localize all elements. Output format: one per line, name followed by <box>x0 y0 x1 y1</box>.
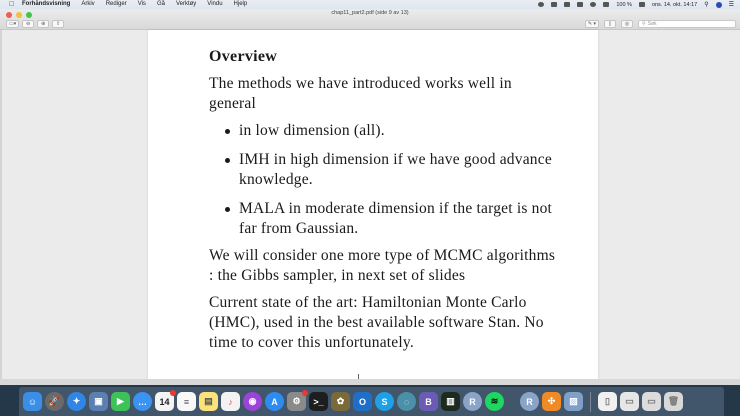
dock-terminal-icon[interactable] <box>309 392 328 411</box>
dock-rstudio-icon[interactable] <box>520 392 539 411</box>
bullet-icon <box>225 129 230 134</box>
zoom-in-button[interactable]: ⊕ <box>37 20 49 28</box>
battery-icon[interactable] <box>639 2 645 7</box>
dock-system-preferences-icon[interactable] <box>287 392 306 411</box>
page-content <box>209 48 559 353</box>
hmc-paragraph: Current state of the art: Hamiltonian Monte Carlo (HMC), used in the best available software Stan. No time to cover this unfortunately. <box>209 294 544 351</box>
bullet-item: MALA in moderate dimension if the target is not far from Gaussian. <box>225 199 559 239</box>
dock-icon-glyph: ▣ <box>94 396 103 406</box>
window-title: chap11_part2.pdf (side 9 av 13) <box>331 10 409 16</box>
dock-window-preview-1-icon[interactable] <box>620 392 639 411</box>
menu-bar <box>0 0 740 9</box>
dock-window-preview-2-icon[interactable] <box>642 392 661 411</box>
dock-game-app-icon[interactable] <box>331 392 350 411</box>
dock-app-store-icon[interactable] <box>265 392 284 411</box>
bullet-icon <box>225 207 230 212</box>
dock-photo-app-icon[interactable] <box>564 392 583 411</box>
dock-icon-glyph: R <box>469 396 476 407</box>
dock-reminders-icon[interactable] <box>177 392 196 411</box>
dock-icon-glyph: ▥ <box>446 396 455 406</box>
gibbs-paragraph: We will consider one more type of MCMC algorithms : the Gibbs sampler, in next set of slides <box>209 247 556 284</box>
window-titlebar <box>0 9 740 30</box>
dock-icon-glyph: ▯ <box>605 396 610 406</box>
display-icon[interactable] <box>577 2 583 7</box>
menu-verktoy[interactable]: Verktøy <box>175 1 197 7</box>
dock-notes-icon[interactable] <box>199 392 218 411</box>
menu-vindu[interactable]: Vindu <box>207 1 223 7</box>
volume-icon[interactable] <box>603 2 609 7</box>
markup-button[interactable]: ✎ ▾ <box>585 20 599 28</box>
dock-icon-glyph: ▭ <box>647 396 656 406</box>
dock-icon-glyph: 14 <box>159 396 170 407</box>
dock-activity-monitor-icon[interactable] <box>441 392 460 411</box>
apple-icon[interactable] <box>9 0 17 9</box>
dock-icon-glyph: B <box>425 396 432 407</box>
dock-icon-glyph: ✿ <box>336 396 345 406</box>
menu-app-name[interactable]: Forhåndsvisning <box>22 1 71 7</box>
dock <box>19 387 724 416</box>
dock-spotify-icon[interactable] <box>485 392 504 411</box>
menu-rediger[interactable]: Rediger <box>105 1 127 7</box>
spotlight-icon[interactable]: ⚲ <box>704 2 709 8</box>
battery-percent: 100 % <box>616 1 632 8</box>
intro-paragraph: The methods we have introduced works well in general <box>209 75 512 112</box>
dock-icon-glyph: ▨ <box>569 396 578 406</box>
dock-icon-glyph: 🚀 <box>48 396 61 406</box>
menu-vis[interactable]: Vis <box>137 1 146 7</box>
menu-hjelp[interactable]: Hjelp <box>233 1 248 7</box>
dock-icon-glyph: O <box>358 396 366 407</box>
bullet-icon <box>225 158 230 163</box>
dock-podcasts-icon[interactable] <box>243 392 262 411</box>
dock-skype-icon[interactable] <box>375 392 394 411</box>
dock-preview-icon[interactable] <box>89 392 108 411</box>
dock-music-icon[interactable] <box>221 392 240 411</box>
bullet-item: in low dimension (all). <box>225 121 559 141</box>
dock-icon-glyph: ☺ <box>27 396 38 407</box>
dock-icon-glyph: ▤ <box>204 396 213 406</box>
dock-icon-glyph: >_ <box>313 396 324 407</box>
search-icon: ⚲ <box>642 21 646 27</box>
airplay-icon[interactable] <box>564 2 570 7</box>
sidebar-toggle-button[interactable]: ▭▾ <box>6 20 19 28</box>
dock-icon-glyph: … <box>138 396 147 407</box>
annotate-button[interactable]: ◎ <box>621 20 633 28</box>
dock-icon-glyph: ✣ <box>547 396 556 406</box>
bullet-list <box>209 121 559 239</box>
dock-disk-utility-icon[interactable] <box>397 392 416 411</box>
dock-icon-glyph: ▭ <box>625 396 634 406</box>
dock-safari-icon[interactable] <box>67 392 86 411</box>
dock-r-app-icon[interactable] <box>463 392 482 411</box>
dock-trash-icon[interactable] <box>664 392 683 411</box>
dock-icon-glyph: ◉ <box>248 396 257 406</box>
bullet-item: IMH in high dimension if we have good advance knowledge. <box>225 150 559 190</box>
pdf-page[interactable] <box>148 30 598 379</box>
notification-center-icon[interactable]: ☰ <box>728 2 734 8</box>
dock-facetime-icon[interactable] <box>111 392 130 411</box>
dock-icon-glyph: ♪ <box>228 396 233 407</box>
dock-bbedit-icon[interactable] <box>419 392 438 411</box>
toolbar-left <box>6 20 64 28</box>
dock-document-stack-icon[interactable] <box>598 392 617 411</box>
dropbox-icon[interactable] <box>551 2 557 7</box>
search-placeholder: Søk <box>647 21 657 27</box>
dock-icon-glyph: ≋ <box>490 396 499 406</box>
dock-finder-icon[interactable] <box>23 392 42 411</box>
wifi-icon[interactable] <box>590 2 596 7</box>
dock-icon-glyph: ◌ <box>403 396 410 407</box>
dock-icon-glyph: S <box>381 396 388 407</box>
dock-calendar-icon[interactable] <box>155 392 174 411</box>
notification-badge <box>170 390 176 396</box>
document-viewport[interactable] <box>0 30 740 379</box>
rotate-button[interactable]: ▯ <box>604 20 616 28</box>
dock-icon-glyph: ✦ <box>72 396 81 406</box>
vpn-icon[interactable] <box>538 2 544 7</box>
dock-icon-glyph: ≡ <box>183 396 190 407</box>
dock-messages-icon[interactable] <box>133 392 152 411</box>
notification-badge <box>302 390 308 396</box>
dock-icon-glyph: ⚙ <box>292 396 301 406</box>
dock-outlook-icon[interactable] <box>353 392 372 411</box>
search-input[interactable] <box>638 20 736 28</box>
share-button[interactable]: ⇧ <box>52 20 64 28</box>
slide-heading: Overview <box>209 48 278 65</box>
status-area <box>538 0 734 9</box>
dock-separator <box>590 392 591 412</box>
clock[interactable]: ons. 14. okt. 14:17 <box>651 1 698 8</box>
dock-icon-glyph: ▶ <box>117 396 124 406</box>
dock-icon-glyph: 🗑 <box>667 396 680 406</box>
menu-ga[interactable]: Gå <box>156 1 165 7</box>
zoom-out-button[interactable]: ⊖ <box>22 20 34 28</box>
toolbar-right <box>585 20 736 28</box>
menu-arkiv[interactable]: Arkiv <box>81 1 95 7</box>
dock-icon-glyph: R <box>526 396 533 407</box>
dock-cluster-app-icon[interactable] <box>542 392 561 411</box>
dock-icon-glyph: A <box>271 396 278 407</box>
siri-icon[interactable] <box>716 2 722 8</box>
dock-launchpad-icon[interactable] <box>45 392 64 411</box>
